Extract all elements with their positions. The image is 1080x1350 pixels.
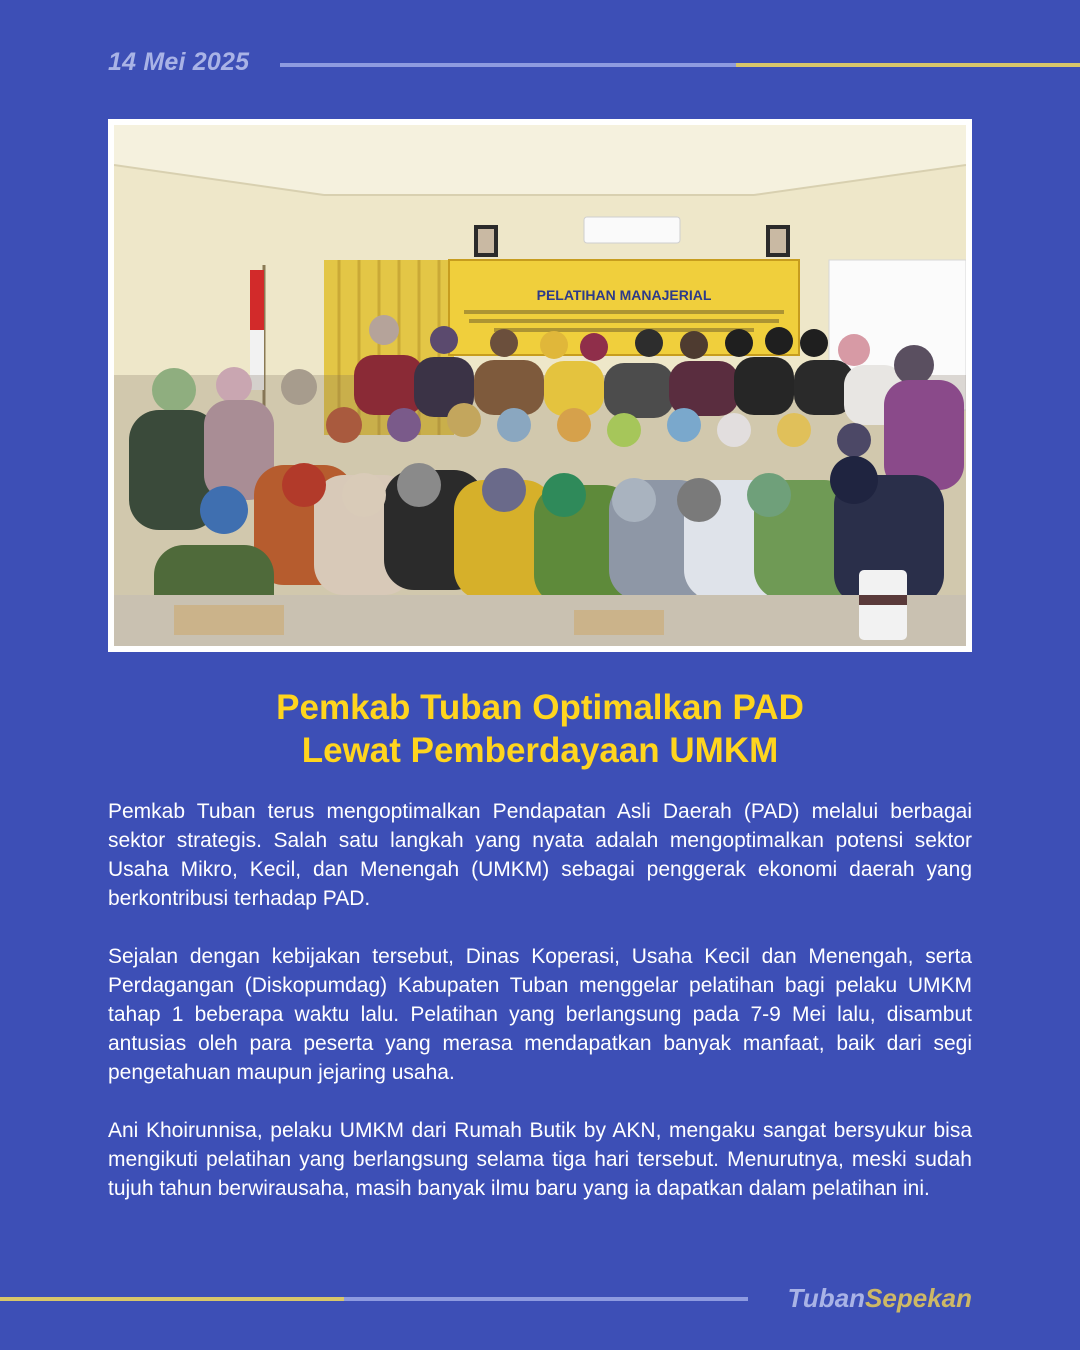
brand-logo [788,1283,972,1314]
header-divider [280,63,1080,67]
article-title-line2: Lewat Pemberdayaan UMKM [301,731,779,770]
article-title-line1: Pemkab Tuban Optimalkan PAD [276,688,804,727]
banner-title: PELATIHAN MANAJERIAL [536,287,712,303]
article-title [108,686,972,772]
article-body [108,797,972,1232]
brand-part-2: Sepekan [865,1283,972,1313]
date-label: 14 Mei 2025 [108,48,250,76]
article-paragraph-1: Pemkab Tuban terus mengoptimalkan Pendapatan Asli Daerah (PAD) melalui berbagai sektor strategis. Salah satu langkah yang nyata adalah mengoptimalkan potensi sektor Usaha Mikro, Kecil, dan Menengah (UMKM) sebagai penggerak ekonomi daerah yang berkontribusi terhadap PAD. [108,800,972,910]
group-photo [114,125,966,646]
photo-frame [108,119,972,652]
footer-divider [0,1297,748,1301]
article-paragraph-2: Sejalan dengan kebijakan tersebut, Dinas Koperasi, Usaha Kecil dan Menengah, serta Perdagangan (Diskopumdag) Kabupaten Tuban menggelar pelatihan bagi pelaku UMKM tahap 1 beberapa waktu lalu. Pelatihan yang berlangsung pada 7-9 Mei lalu, disambut antusias oleh para peserta yang merasa mendapatkan banyak manfaat, baik dari segi pengetahuan maupun jejaring usaha. [108,945,972,1084]
brand-part-1: Tuban [787,1283,866,1313]
article-paragraph-3: Ani Khoirunnisa, pelaku UMKM dari Rumah Butik by AKN, mengaku sangat bersyukur bisa mengikuti pelatihan yang berlangsung selama tiga hari tersebut. Menurutnya, meski sudah tujuh tahun berwirausaha, masih banyak ilmu baru yang ia dapatkan dalam pelatihan ini. [108,1119,972,1200]
